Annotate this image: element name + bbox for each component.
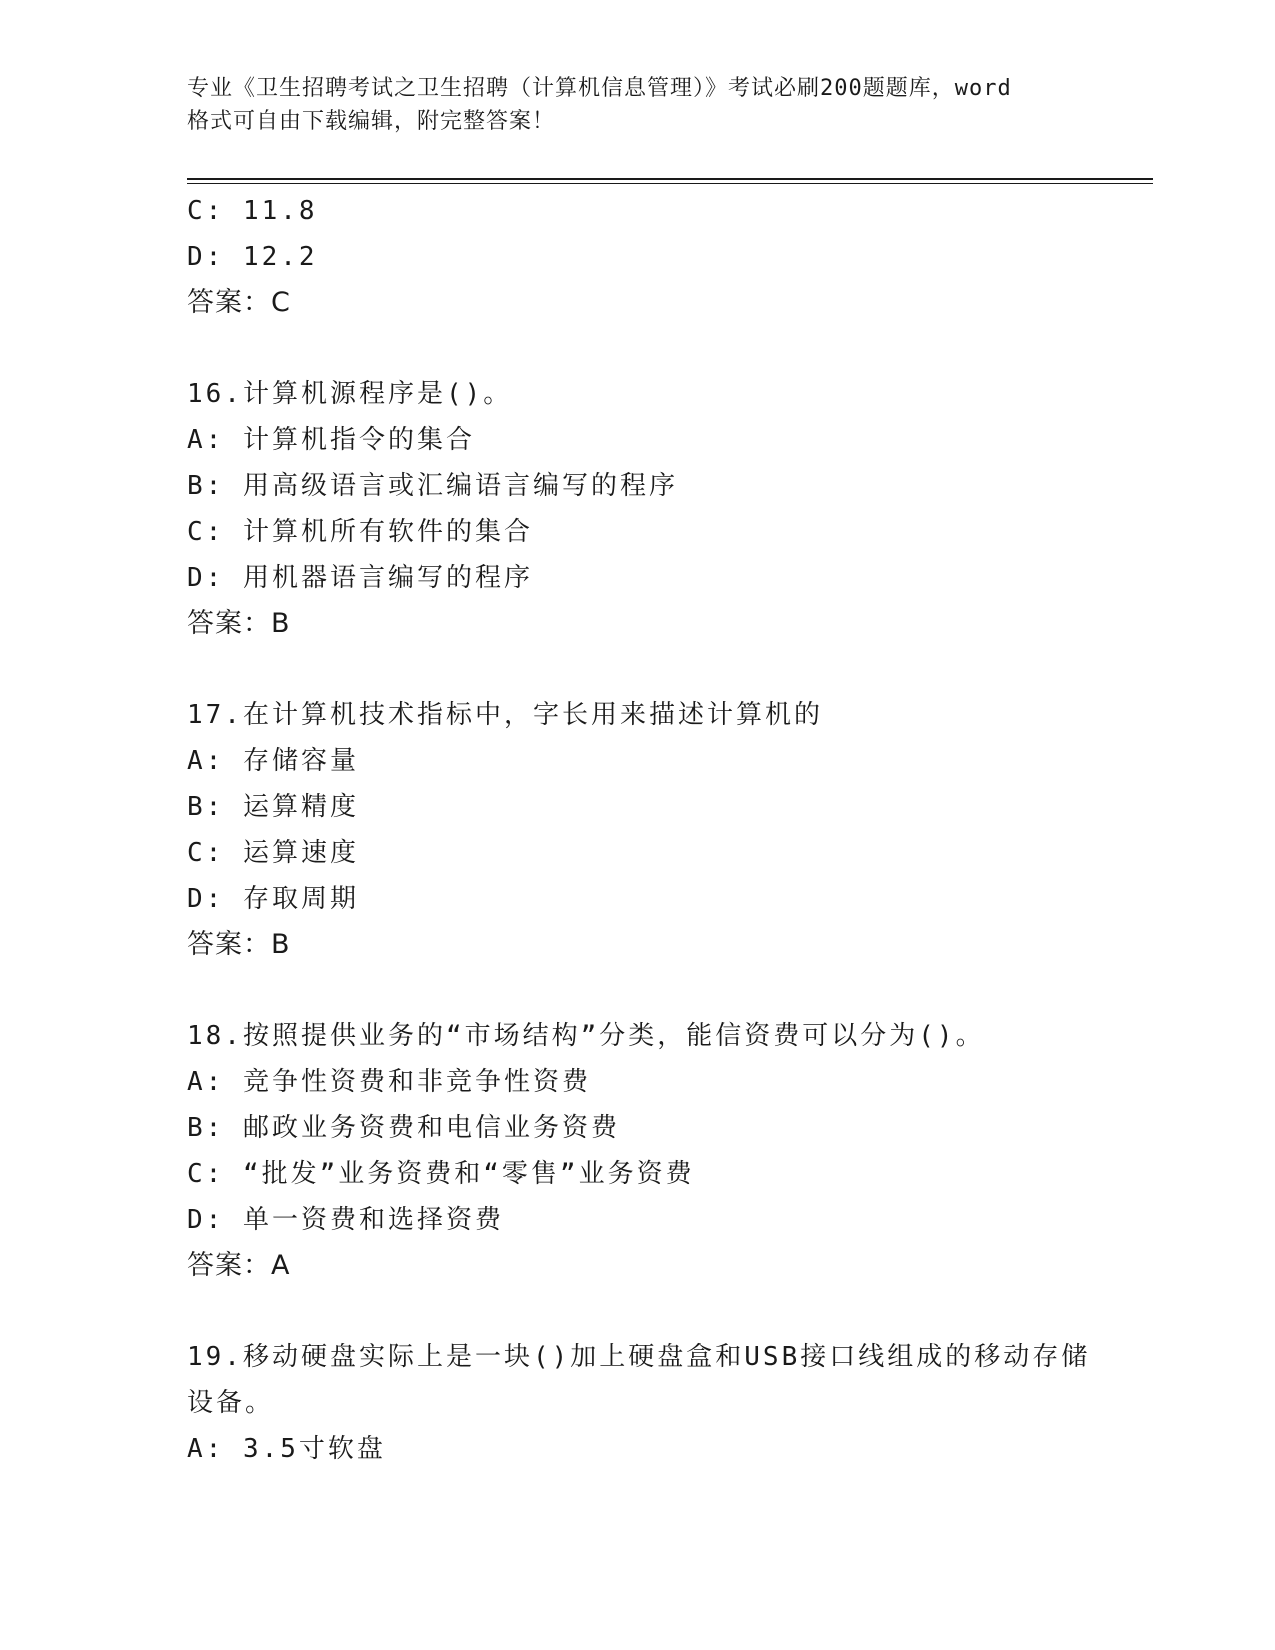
spacer — [187, 326, 1087, 371]
option-c: C: 运算速度 — [187, 838, 359, 868]
header-line-1: 专业《卫生招聘考试之卫生招聘（计算机信息管理）》考试必刷200题题库，word — [187, 76, 1012, 101]
option-b: B: 运算精度 — [187, 792, 359, 822]
spacer — [187, 647, 1087, 692]
question-stem-line-1: 19.移动硬盘实际上是一块()加上硬盘盒和USB接口线组成的移动存储 — [187, 1342, 1091, 1372]
question-stem-line-2: 设备。 — [187, 1388, 275, 1418]
question-stem: 18.按照提供业务的“市场结构”分类，能信资费可以分为()。 — [187, 1021, 985, 1051]
question-block-18 — [187, 1013, 1087, 1289]
header-divider-thin — [187, 183, 1153, 184]
question-stem: 16.计算机源程序是()。 — [187, 379, 513, 409]
option-d: D: 12.2 — [187, 242, 318, 272]
option-b: B: 邮政业务资费和电信业务资费 — [187, 1113, 620, 1143]
question-block-15 — [187, 188, 1087, 326]
question-block-17 — [187, 692, 1087, 968]
spacer — [187, 1289, 1087, 1334]
question-stem: 17.在计算机技术指标中，字长用来描述计算机的 — [187, 700, 823, 730]
option-a: A: 3.5寸软盘 — [187, 1434, 386, 1464]
document-header — [187, 72, 1087, 138]
header-line-2: 格式可自由下载编辑，附完整答案！ — [187, 109, 556, 134]
option-b: B: 用高级语言或汇编语言编写的程序 — [187, 471, 678, 501]
spacer — [187, 968, 1087, 1013]
option-a: A: 计算机指令的集合 — [187, 425, 475, 455]
answer-label: 答案：A — [187, 1250, 291, 1281]
question-block-16 — [187, 371, 1087, 647]
option-c: C: 计算机所有软件的集合 — [187, 517, 533, 547]
option-c: C: 11.8 — [187, 196, 318, 226]
answer-label: 答案：B — [187, 929, 291, 960]
option-d: D: 用机器语言编写的程序 — [187, 563, 533, 593]
header-divider-thick — [187, 178, 1153, 180]
option-a: A: 存储容量 — [187, 746, 359, 776]
option-c: C: “批发”业务资费和“零售”业务资费 — [187, 1159, 695, 1189]
option-d: D: 存取周期 — [187, 884, 359, 914]
document-body — [187, 188, 1091, 1472]
answer-label: 答案：B — [187, 608, 291, 639]
option-a: A: 竞争性资费和非竞争性资费 — [187, 1067, 591, 1097]
option-d: D: 单一资费和选择资费 — [187, 1205, 504, 1235]
answer-label: 答案：C — [187, 287, 291, 318]
question-block-19 — [187, 1334, 1091, 1472]
